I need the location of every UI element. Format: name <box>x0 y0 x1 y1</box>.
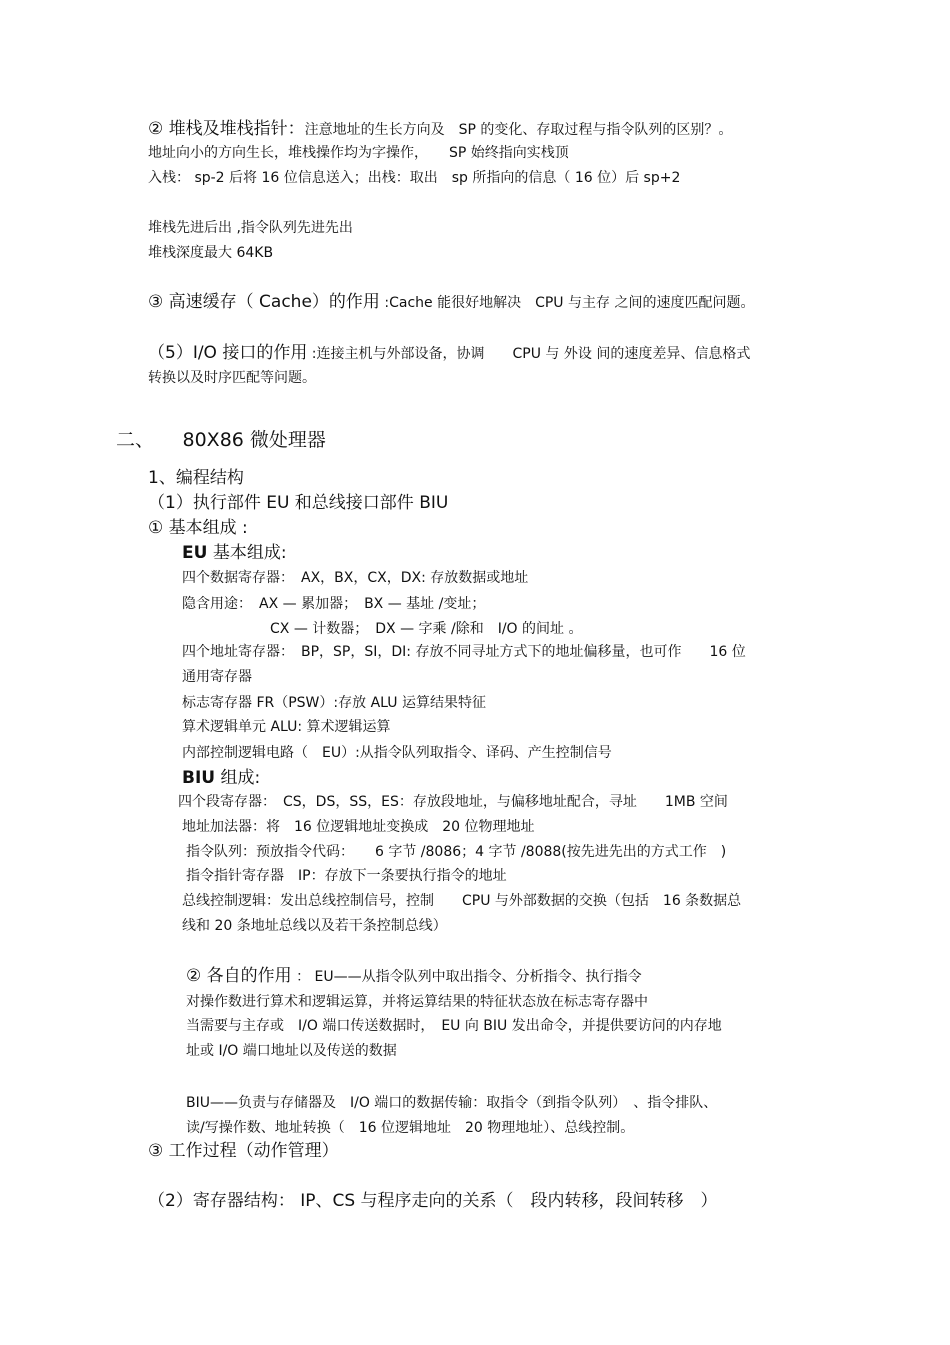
text-line: 对操作数进行算术和逻辑运算，并将运算结果的特征状态放在标志寄存器中 <box>186 994 648 1010</box>
text-line: 内部控制逻辑电路（ EU）:从指令队列取指令、译码、产生控制信号 <box>182 745 612 761</box>
text-line: 隐含用途： AX — 累加器； BX — 基址 /变址； <box>182 596 486 612</box>
biu-heading-text: 组成: <box>215 768 261 788</box>
roles-heading-note: ： EU——从指令队列中取出指令、分析指令、执行指令 <box>291 969 642 985</box>
io-heading-line <box>148 345 750 362</box>
roles-heading: ② 各自的作用 <box>186 966 292 986</box>
subsection-title: （1）执行部件 EU 和总线接口部件 BIU <box>148 493 449 513</box>
io-heading: （5）I/O 接口的作用 <box>148 343 308 363</box>
subsection-title: 1、编程结构 <box>148 468 244 488</box>
stack-heading-note: 注意地址的生长方向及 SP 的变化、存取过程与指令队列的区别？。 <box>304 122 733 138</box>
cache-heading-note: :Cache 能很好地解决 CPU 与主存 之间的速度匹配问题。 <box>379 295 755 311</box>
text-line: 地址加法器：将 16 位逻辑地址变换成 20 位物理地址 <box>182 819 535 835</box>
biu-heading-line <box>182 770 260 787</box>
eu-label: EU <box>182 543 208 563</box>
text-line: 堆栈先进后出 ,指令队列先进先出 <box>148 220 353 236</box>
text-line: 算术逻辑单元 ALU: 算术逻辑运算 <box>182 719 391 735</box>
text-line: 当需要与主存或 I/O 端口传送数据时， EU 向 BIU 发出命令，并提供要访问的内存地 <box>186 1018 722 1034</box>
subsection-title: ③ 工作过程（动作管理） <box>148 1141 339 1161</box>
text-line: 指令队列：预放指令代码： 6 字节 /8086；4 字节 /8088(按先进先出的方式工作 ) <box>186 844 727 860</box>
roles-heading-line <box>186 968 642 985</box>
text-line: 四个地址寄存器： BP，SP，SI，DI: 存放不同寻址方式下的地址偏移量，也可作 16 位 <box>182 644 746 660</box>
subsection-title: （2）寄存器结构： IP、CS 与程序走向的关系（ 段内转移，段间转移 ） <box>148 1191 718 1211</box>
text-line: 四个段寄存器： CS，DS，SS，ES：存放段地址，与偏移地址配合，寻址 1MB 空间 <box>178 794 728 810</box>
section-title: 二、 80X86 微处理器 <box>116 429 326 451</box>
eu-heading-line <box>182 545 287 562</box>
cache-heading: ③ 高速缓存（ Cache）的作用 <box>148 292 380 312</box>
text-line: 通用寄存器 <box>182 669 252 685</box>
cache-heading-line <box>148 294 754 311</box>
text-line: 四个数据寄存器： AX，BX，CX，DX: 存放数据或地址 <box>182 570 529 586</box>
stack-heading: ② 堆栈及堆栈指针： <box>148 119 305 139</box>
text-line: 地址向小的方向生长，堆栈操作均为字操作， SP 始终指向实栈顶 <box>148 145 569 161</box>
text-line: 线和 20 条地址总线以及若干条控制总线） <box>182 918 447 934</box>
text-line: 指令指针寄存器 IP：存放下一条要执行指令的地址 <box>186 868 507 884</box>
text-line: 转换以及时序匹配等问题。 <box>148 370 316 386</box>
text-line: 入栈： sp-2 后将 16 位信息送入；出栈：取出 sp 所指向的信息（ 16 位）后 sp+2 <box>148 170 681 186</box>
text-line: BIU——负责与存储器及 I/O 端口的数据传输：取指令（到指令队列） 、指令排队、 <box>186 1095 718 1111</box>
text-line: 标志寄存器 FR（PSW）:存放 ALU 运算结果特征 <box>182 695 486 711</box>
text-line: 址或 I/O 端口地址以及传送的数据 <box>186 1043 397 1059</box>
text-line: 总线控制逻辑：发出总线控制信号，控制 CPU 与外部数据的交换（包括 16 条数据总 <box>182 893 742 909</box>
stack-heading-line <box>148 121 732 138</box>
subsection-title: ① 基本组成 : <box>148 518 248 538</box>
text-line: 堆栈深度最大 64KB <box>148 245 274 261</box>
io-heading-note: :连接主机与外部设备，协调 CPU 与 外设 间的速度差异、信息格式 <box>307 346 751 362</box>
eu-heading-text: 基本组成: <box>207 543 287 563</box>
text-line: CX — 计数器； DX — 字乘 /除和 I/O 的间址 。 <box>270 621 583 637</box>
text-line: 读/写操作数、地址转换（ 16 位逻辑地址 20 物理地址）、总线控制。 <box>186 1120 635 1136</box>
biu-label: BIU <box>182 768 216 788</box>
